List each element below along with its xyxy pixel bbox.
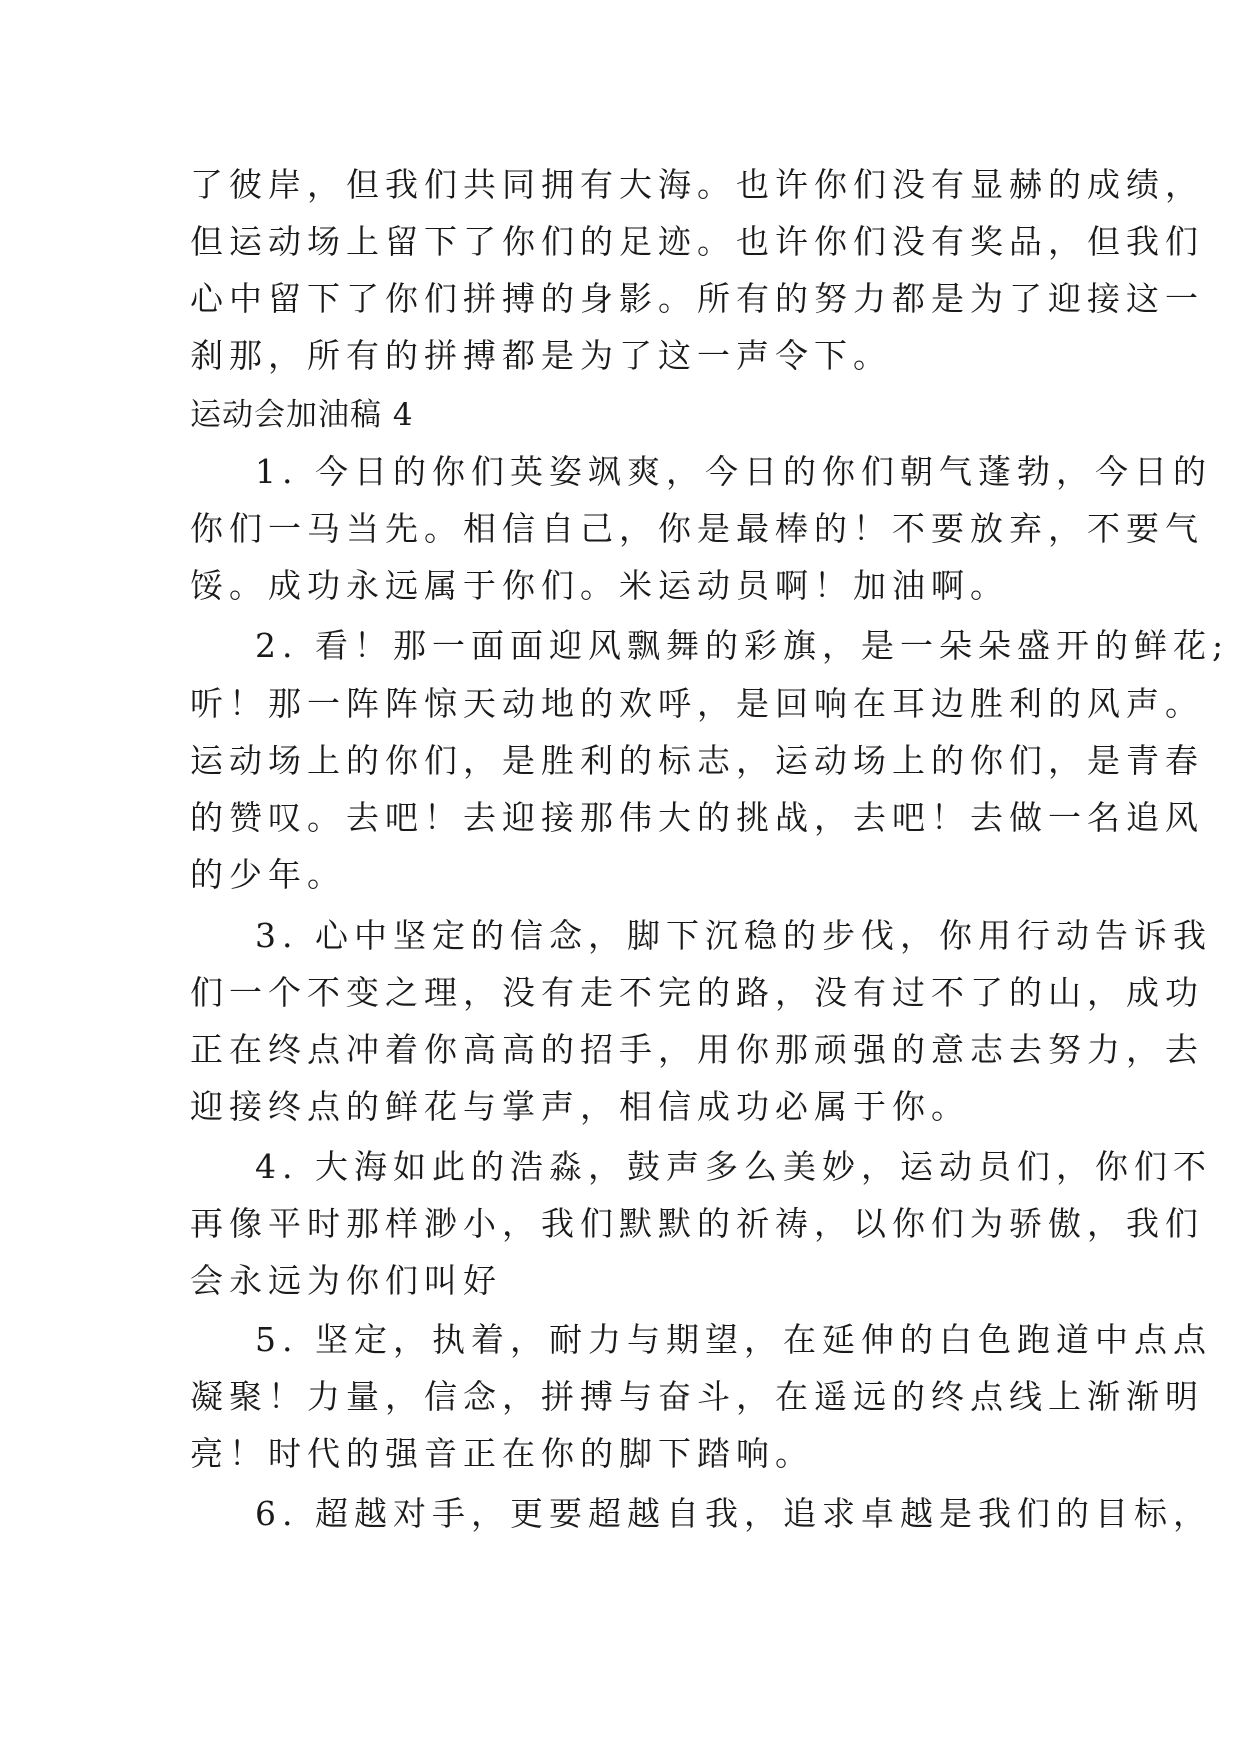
intro-line: 心中留下了你们拼搏的身影。所有的努力都是为了迎接这一: [190, 279, 1204, 318]
item-1-line: 你们一马当先。相信自己，你是最棒的！不要放弃，不要气: [190, 509, 1204, 548]
item-5-line: 亮！时代的强音正在你的脚下踏响。: [190, 1434, 814, 1473]
intro-line: 了彼岸，但我们共同拥有大海。也许你们没有显赫的成绩，: [190, 165, 1204, 204]
item-2-line: 的赞叹。去吧！去迎接那伟大的挑战，去吧！去做一名追风: [190, 798, 1204, 837]
item-4-line: 再像平时那样渺小，我们默默的祈祷，以你们为骄傲，我们: [190, 1204, 1204, 1243]
item-3-line: 3. 心中坚定的信念，脚下沉稳的步伐，你用行动告诉我: [255, 916, 1212, 955]
intro-line: 刹那，所有的拼搏都是为了这一声令下。: [190, 336, 892, 375]
item-5-line: 5. 坚定，执着，耐力与期望，在延伸的白色跑道中点点: [255, 1320, 1212, 1359]
item-2-line: 运动场上的你们，是胜利的标志，运动场上的你们，是青春: [190, 741, 1204, 780]
item-6-line: 6. 超越对手，更要超越自我，追求卓越是我们的目标，: [255, 1494, 1212, 1533]
intro-line: 但运动场上留下了你们的足迹。也许你们没有奖品，但我们: [190, 222, 1204, 261]
item-2-line: 听！那一阵阵惊天动地的欢呼，是回响在耳边胜利的风声。: [190, 684, 1204, 723]
section-title: 运动会加油稿 4: [190, 397, 414, 433]
item-3-line: 迎接终点的鲜花与掌声，相信成功必属于你。: [190, 1087, 970, 1126]
item-1-line: 1. 今日的你们英姿飒爽，今日的你们朝气蓬勃，今日的: [255, 452, 1212, 491]
item-2-line: 的少年。: [190, 855, 346, 894]
item-1-line: 馁。成功永远属于你们。米运动员啊！加油啊。: [190, 566, 1009, 605]
item-4-line: 会永远为你们叫好: [190, 1261, 502, 1300]
item-3-line: 们一个不变之理，没有走不完的路，没有过不了的山，成功: [190, 973, 1204, 1012]
item-5-line: 凝聚！力量，信念，拼搏与奋斗，在遥远的终点线上渐渐明: [190, 1377, 1204, 1416]
item-4-line: 4. 大海如此的浩淼，鼓声多么美妙，运动员们，你们不: [255, 1147, 1212, 1186]
item-2-line: 2. 看！那一面面迎风飘舞的彩旗，是一朵朵盛开的鲜花;: [255, 626, 1230, 665]
item-3-line: 正在终点冲着你高高的招手，用你那顽强的意志去努力，去: [190, 1030, 1204, 1069]
